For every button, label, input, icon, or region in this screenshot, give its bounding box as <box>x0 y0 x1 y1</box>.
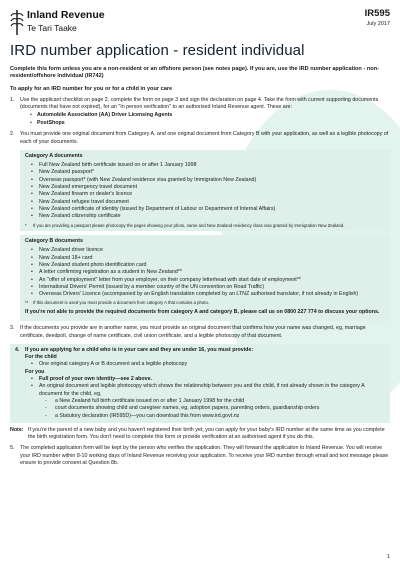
category-b-note: ** If this document is used you must provide a document from category A that contains a photo. <box>25 300 210 306</box>
category-a-title: Category A documents <box>25 152 83 159</box>
baby-note <box>10 427 390 442</box>
list-item: • New Zealand driver licence <box>31 247 103 254</box>
for-child-label: For the child <box>25 354 57 361</box>
step-number: 1. <box>10 97 15 104</box>
page-number: 1 <box>386 554 390 560</box>
list-item: • New Zealand passport* <box>31 169 95 176</box>
list-item: • Overseas Drivers' Licence (accompanied by an English translation completed by an LTNZ authorised translator, if not already in English) <box>31 291 359 298</box>
step-4-text: If you are applying for a child who is in your care and they are under 16, you must provide: <box>25 346 254 353</box>
list-item: - a Statutory declaration (IR595D)—you can download this from www.ird.govt.nz <box>45 412 240 419</box>
list-item: • One original category A or B document and a legible photocopy <box>31 361 188 368</box>
step-3 <box>10 325 390 340</box>
category-a-list <box>25 162 385 220</box>
step-number: 5. <box>10 445 15 452</box>
list-item: • International Drivers' Permit (issued by a member country of the UN convention on Road Traffic) <box>31 283 264 290</box>
page-title: IRD number application - resident individual <box>10 42 305 59</box>
step-5-text: The completed application form will be kept by the person who verifies the application. They will forward the application to Inland Revenue. You will receive your IRD number within 8-10 working days of Inland Revenue receiving your application. To receive your IRD number through email and text message please ensure to provide consent at Question 8b. <box>20 445 389 466</box>
subheading: To apply for an IRD number for you or for a child in your care <box>10 85 173 92</box>
note-text: If you're the parent of a new baby and you haven't registered their birth yet, you can apply for your baby's IRD number at the same time as you complete the birth registration form. You don't need to complete this form or provide verification at an authorised agent if you do this. <box>28 426 385 441</box>
list-item: • New Zealand emergency travel document <box>31 184 138 191</box>
step-2-text: You must provide one original document from Category A, and one original document from Category B with your application, as well as a legible photocopy of each of your documents. <box>20 131 389 145</box>
note-label: Note: <box>10 426 24 433</box>
list-item: • An original document and legible photocopy which shows the relationship between you and the child, if not already shown in the category A document for the child, eg, <box>31 383 365 397</box>
inland-revenue-logo <box>10 8 130 40</box>
list-item: • Full proof of your own identity—see 2 above. <box>31 376 153 383</box>
step-2 <box>10 131 390 146</box>
list-item: • PostShops <box>30 120 65 126</box>
form-date: July 2017 <box>366 21 390 27</box>
category-a-box <box>20 150 390 231</box>
list-item: • New Zealand student photo identification card <box>31 261 147 268</box>
brand-maori-name: Te Tari Taake <box>27 23 77 33</box>
category-b-footer: If you're not able to provide the required documents from category A and category B, please call us on 0800 227 774 to discuss your options. <box>25 308 380 315</box>
list-item: • Full New Zealand birth certificate issued on or after 1 January 1998 <box>31 162 197 169</box>
list-item: • New Zealand 18+ card <box>31 254 93 261</box>
for-you-label: For you <box>25 368 45 375</box>
fern-icon <box>10 8 24 36</box>
step-4-box <box>10 344 390 423</box>
page-header <box>10 6 390 44</box>
bullet-dot: • <box>30 112 32 119</box>
list-item: • New Zealand refugee travel document <box>31 198 129 205</box>
step-number: 3. <box>10 325 15 332</box>
category-b-title: Category B documents <box>25 238 83 245</box>
list-item: • New Zealand firearm or dealer's licence <box>31 191 133 198</box>
step-4 <box>15 347 385 420</box>
form-content <box>10 66 390 471</box>
list-item: • Overseas passport* (with New Zealand residence visa granted by Immigration New Zealand) <box>31 176 257 183</box>
bullet-dot: • <box>30 120 32 126</box>
category-b-list <box>25 247 385 298</box>
form-code: IR595 <box>364 8 390 19</box>
step-number: 4. <box>15 346 20 353</box>
category-a-note: * If you are providing a passport please photocopy the pages showing your photo, name and New Zealand residency class visa granted by Immigration New Zealand. <box>25 222 345 228</box>
list-item: - a New Zealand full birth certificate issued on or after 1 January 1998 for the child <box>45 397 245 404</box>
list-item: • An "offer of employment" letter from your employer, on their company letterhead with start date of employment** <box>31 276 301 283</box>
step-3-text: If the documents you provide are in another name, you must provide an original document that confirms how your name was changed, eg, marriage certificate, deedpoll, change of name certificate, civil union certificate, and a legible photocopy of that document. <box>20 325 366 339</box>
step-1-text: Use the applicant checklist on page 2, complete the form on page 3 and sign the declaration on page 4. Take the form with current supporting documents (documents that have not expired), for an "In person verification" to an authorised Inland Revenue agent. These are: <box>20 97 379 111</box>
list-item: • A letter confirming registration as a student in New Zealand** <box>31 269 182 276</box>
step-1 <box>10 97 390 127</box>
list-item: • New Zealand certificate of identity (issued by Department of Labour or Department of Internal Affairs) <box>31 205 276 212</box>
intro-text: Complete this form unless you are a non-resident or an offshore person (see notes page). If you are, use the IRD number application - non-resident/offshore individual (IR742) <box>10 66 379 80</box>
step-number: 2. <box>10 131 15 138</box>
list-item: - court documents showing child and caregiver names, eg, adoption papers, parenting orders, guardianship orders <box>45 405 320 412</box>
list-item: • New Zealand citizenship certificate <box>31 213 121 220</box>
list-item: • Automobile Association (AA) Driver Licensing Agents <box>30 112 173 119</box>
brand-name: Inland Revenue <box>27 9 105 21</box>
category-b-box <box>20 235 390 321</box>
step-5 <box>10 445 390 467</box>
